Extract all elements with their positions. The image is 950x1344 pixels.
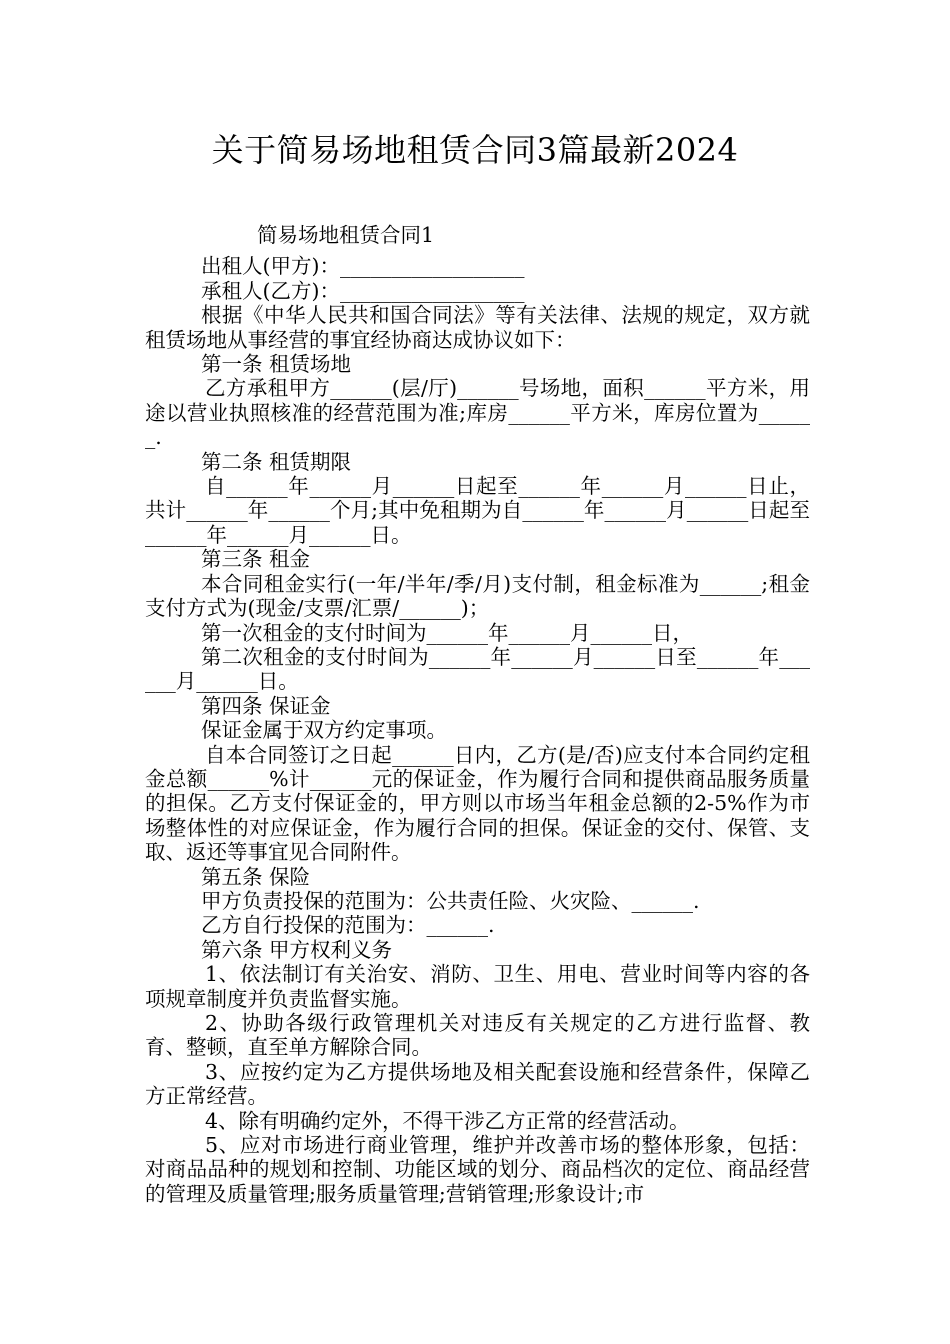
paragraph: 2、协助各级行政管理机关对违反有关规定的乙方进行监督、教育、整顿，直至单方解除合同。 (145, 1011, 810, 1060)
paragraph: 第一条 租赁场地 (201, 352, 352, 377)
paragraph: 4、除有明确约定外，不得干涉乙方正常的经营活动。 (205, 1108, 690, 1133)
paragraph: 乙方承租甲方______(层/厅)______号场地，面积______平方米，用途以营业执照核准的经营范围为准;库房______平方米，库房位置为______. (145, 376, 810, 450)
paragraph: 根据《中华人民共和国合同法》等有关法律、法规的规定，双方就租赁场地从事经营的事宜经协商达成协议如下： (145, 303, 810, 352)
paragraph: 承租人(乙方)：__________________ (201, 278, 525, 303)
paragraph: 出租人(甲方)：__________________ (201, 254, 525, 279)
paragraph: 保证金属于双方约定事项。 (201, 718, 447, 743)
paragraph: 1、依法制订有关治安、消防、卫生、用电、营业时间等内容的各项规章制度并负责监督实施。 (145, 962, 810, 1011)
contract-body (145, 223, 810, 1206)
paragraph: 自本合同签订之日起______日内，乙方(是/否)应支付本合同约定租金总额______%计______元的保证金，作为履行合同和提供商品服务质量的担保。乙方支付保证金的，甲方则以市场当年租金总额的2-5%作为市场整体性的对应保证金，作为履行合同的担保。保证金的交付、保管、支取、返还等事宜见合同附件。 (145, 742, 810, 865)
paragraph: 本合同租金实行(一年/半年/季/月)支付制，租金标准为______;租金支付方式为(现金/支票/汇票/______)； (145, 571, 810, 621)
paragraph: 自______年______月______日起至______年______月______日止，共计______年______个月;其中免租期为自______年______月______日起至______年______月______日。 (145, 474, 810, 547)
paragraph: 5、应对市场进行商业管理，维护并改善市场的整体形象，包括：对商品品种的规划和控制、功能区域的划分、商品档次的定位、商品经营的管理及质量管理;服务质量管理;营销管理;形象设计;市 (145, 1133, 810, 1206)
paragraph: 甲方负责投保的范围为：公共责任险、火灾险、______. (201, 888, 700, 913)
paragraph: 第六条 甲方权利义务 (201, 937, 393, 962)
paragraph: 乙方自行投保的范围为：______. (201, 913, 495, 938)
paragraph: 3、应按约定为乙方提供场地及相关配套设施和经营条件，保障乙方正常经营。 (145, 1059, 810, 1109)
document-title: 关于简易场地租赁合同3篇最新2024 (211, 131, 739, 169)
paragraph: 第二次租金的支付时间为______年______月______日至______年______月______日。 (145, 644, 810, 694)
paragraph: 第三条 租金 (201, 547, 311, 572)
contract-subtitle: 简易场地租赁合同1 (257, 223, 435, 247)
paragraph: 第一次租金的支付时间为______年______月______日， (201, 620, 693, 645)
paragraph: 第二条 租赁期限 (201, 449, 352, 474)
paragraph: 第五条 保险 (201, 864, 311, 889)
paragraph: 第四条 保证金 (201, 693, 331, 718)
paragraph-list (145, 254, 810, 1206)
